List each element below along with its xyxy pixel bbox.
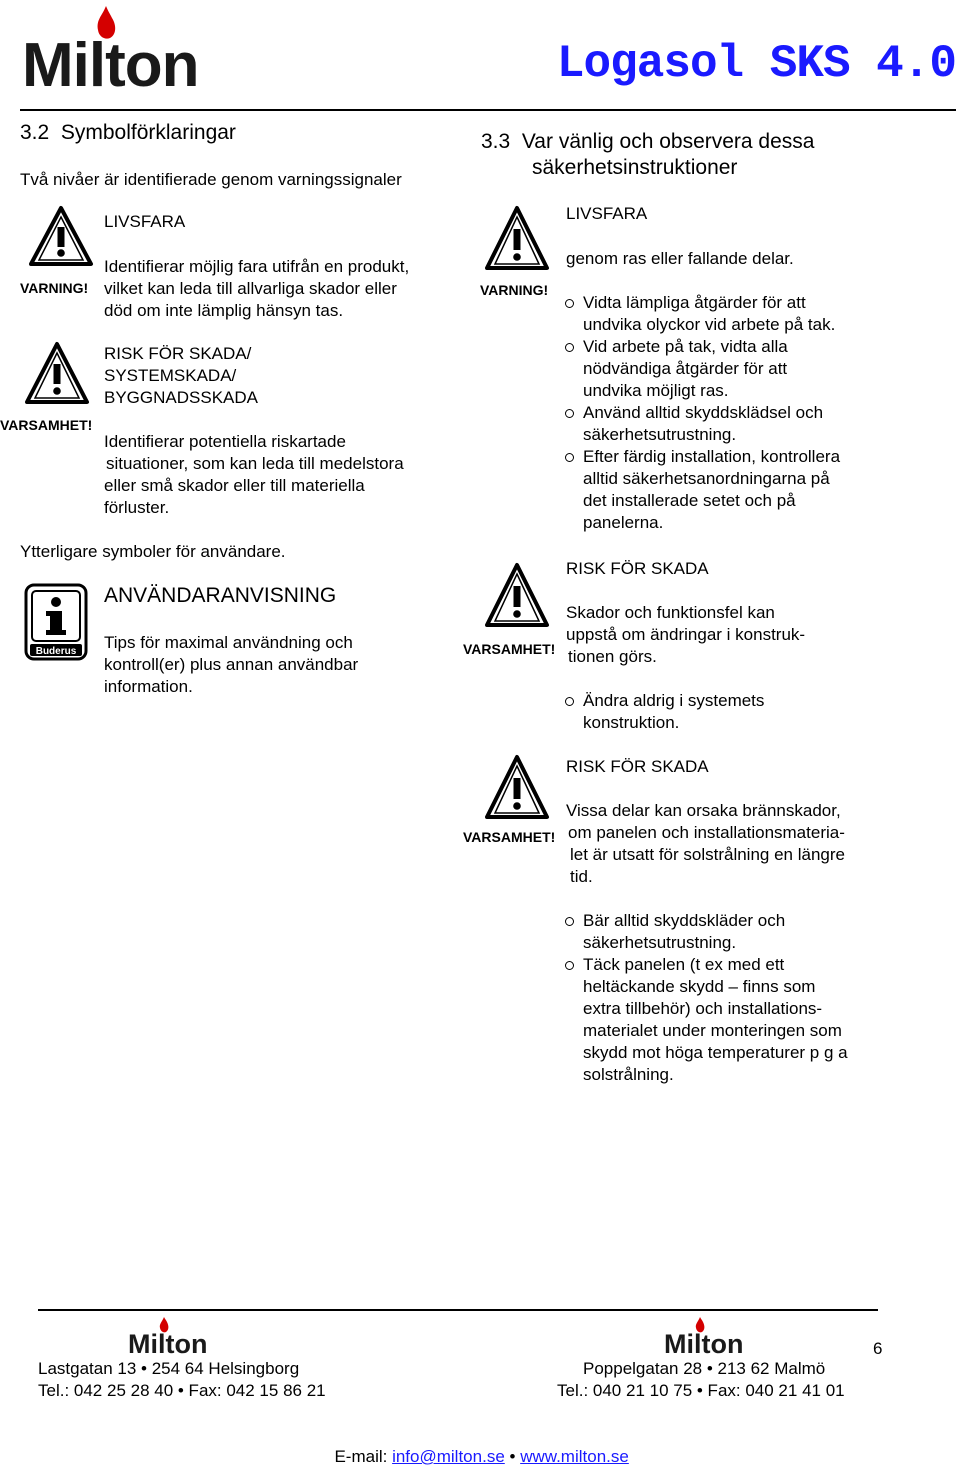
warning-label: VARNING! [480, 282, 549, 298]
block-heading: LIVSFARA [566, 204, 648, 223]
list-item: Efter färdig installation, kontrollera alltid säkerhetsanordningarna på det installerade setet och på panelerna. [565, 446, 840, 534]
block-heading-line: BYGGNADSSKADA [104, 388, 258, 407]
caution-triangle-icon [484, 754, 550, 820]
caution-label: VARSAMHET! [463, 829, 556, 845]
block-heading: ANVÄNDARANVISNING [104, 584, 337, 607]
list-item: Bär alltid skyddskläder och säkerhetsutrustning. [565, 910, 848, 954]
bullet-list [565, 910, 848, 1086]
section-title-3-3: 3.3 Var vänlig och observera dessa [481, 130, 815, 153]
block-text-line: let är utsatt för solstrålning en längre [570, 845, 845, 864]
footer-right-address: Poppelgatan 28 • 213 62 Malmö [583, 1359, 826, 1378]
website-link[interactable]: www.milton.se [520, 1447, 629, 1466]
footer-logo-left [128, 1316, 220, 1361]
page-number: 6 [873, 1339, 883, 1358]
brand-logo [22, 4, 232, 88]
product-title: Logasol SKS 4.0 [556, 38, 956, 90]
bullet-list [565, 292, 840, 534]
block-text-line: förluster. [104, 498, 170, 517]
list-item: Vid arbete på tak, vidta alla nödvändiga åtgärder för att undvika möjligt ras. [565, 336, 840, 402]
block-text-line: genom ras eller fallande delar. [566, 249, 794, 268]
email-label: E-mail: [334, 1447, 393, 1466]
caution-triangle-icon [24, 341, 90, 405]
footer-logo-right-text: Milton [664, 1329, 744, 1356]
block-text-line: vilket kan leda till allvarliga skador eller [104, 279, 397, 298]
footer-separator: • [504, 1447, 521, 1466]
block-heading: RISK FÖR SKADA [566, 559, 709, 578]
footer-rule [38, 1309, 878, 1311]
block-text-line: eller små skador eller till materiella [104, 476, 365, 495]
block-text-line: Vissa delar kan orsaka brännskador, [566, 801, 841, 820]
block-text-line: tionen görs. [568, 647, 657, 666]
caution-label: VARSAMHET! [463, 641, 556, 657]
block-heading-line: SYSTEMSKADA/ [104, 366, 237, 385]
block-text-line: situationer, som kan leda till medelstora [106, 454, 404, 473]
footer-logo-left-text: Milton [128, 1329, 208, 1356]
block-text-line: om panelen och installationsmateria- [568, 823, 845, 842]
footer-left-address: Lastgatan 13 • 254 64 Helsingborg [38, 1359, 300, 1378]
caution-label: VARSAMHET! [0, 417, 93, 433]
block-text-line: Identifierar potentiella riskartade [104, 432, 346, 451]
caution-triangle-icon [484, 562, 550, 628]
section-title-3-2: 3.2 Symbolförklaringar [20, 121, 236, 144]
extra-symbols-text: Ytterligare symboler för användare. [20, 542, 286, 561]
list-item: Täck panelen (t ex med ett heltäckande skydd – finns som extra tillbehör) och installations- materialet under monteringen som skydd mot höga temperaturer p g a solstrålning. [565, 954, 848, 1086]
list-item: Ändra aldrig i systemets konstruktion. [565, 690, 764, 734]
block-text-line: information. [104, 677, 193, 696]
bullet-list [565, 690, 764, 734]
block-text-line: död om inte lämplig hänsyn tas. [104, 301, 344, 320]
footer-logo-right [664, 1316, 756, 1361]
list-item: Använd alltid skyddsklädsel och säkerhetsutrustning. [565, 402, 840, 446]
brand-logo-text: Milton [22, 31, 199, 88]
warning-triangle-icon [484, 205, 550, 271]
block-heading-line: RISK FÖR SKADA/ [104, 344, 252, 363]
buderus-label: Buderus [35, 646, 77, 657]
block-text-line: uppstå om ändringar i konstruk- [566, 625, 806, 644]
footer-right-phone: Tel.: 040 21 10 75 • Fax: 040 21 41 01 [557, 1381, 845, 1400]
email-link[interactable]: info@milton.se [392, 1447, 505, 1466]
block-text-line: Identifierar möjlig fara utifrån en produkt, [104, 257, 410, 276]
list-item: Vidta lämpliga åtgärder för att undvika olyckor vid arbete på tak. [565, 292, 840, 336]
warning-label: VARNING! [20, 280, 89, 296]
info-icon [24, 583, 88, 661]
footer-left-phone: Tel.: 042 25 28 40 • Fax: 042 15 86 21 [38, 1381, 326, 1400]
block-heading: RISK FÖR SKADA [566, 757, 709, 776]
warning-triangle-icon [28, 205, 94, 267]
footer-contact [325, 1424, 629, 1468]
header-rule [20, 109, 956, 111]
block-text-line: tid. [570, 867, 593, 886]
block-text-line: kontroll(er) plus annan användbar [104, 655, 359, 674]
block-text-line: Tips för maximal användning och [104, 633, 353, 652]
block-heading: LIVSFARA [104, 212, 186, 231]
intro-text: Två nivåer är identifierade genom varningssignaler [20, 170, 402, 189]
section-title-3-3-line2: säkerhetsinstruktioner [532, 156, 738, 179]
block-text-line: Skador och funktionsfel kan [566, 603, 775, 622]
